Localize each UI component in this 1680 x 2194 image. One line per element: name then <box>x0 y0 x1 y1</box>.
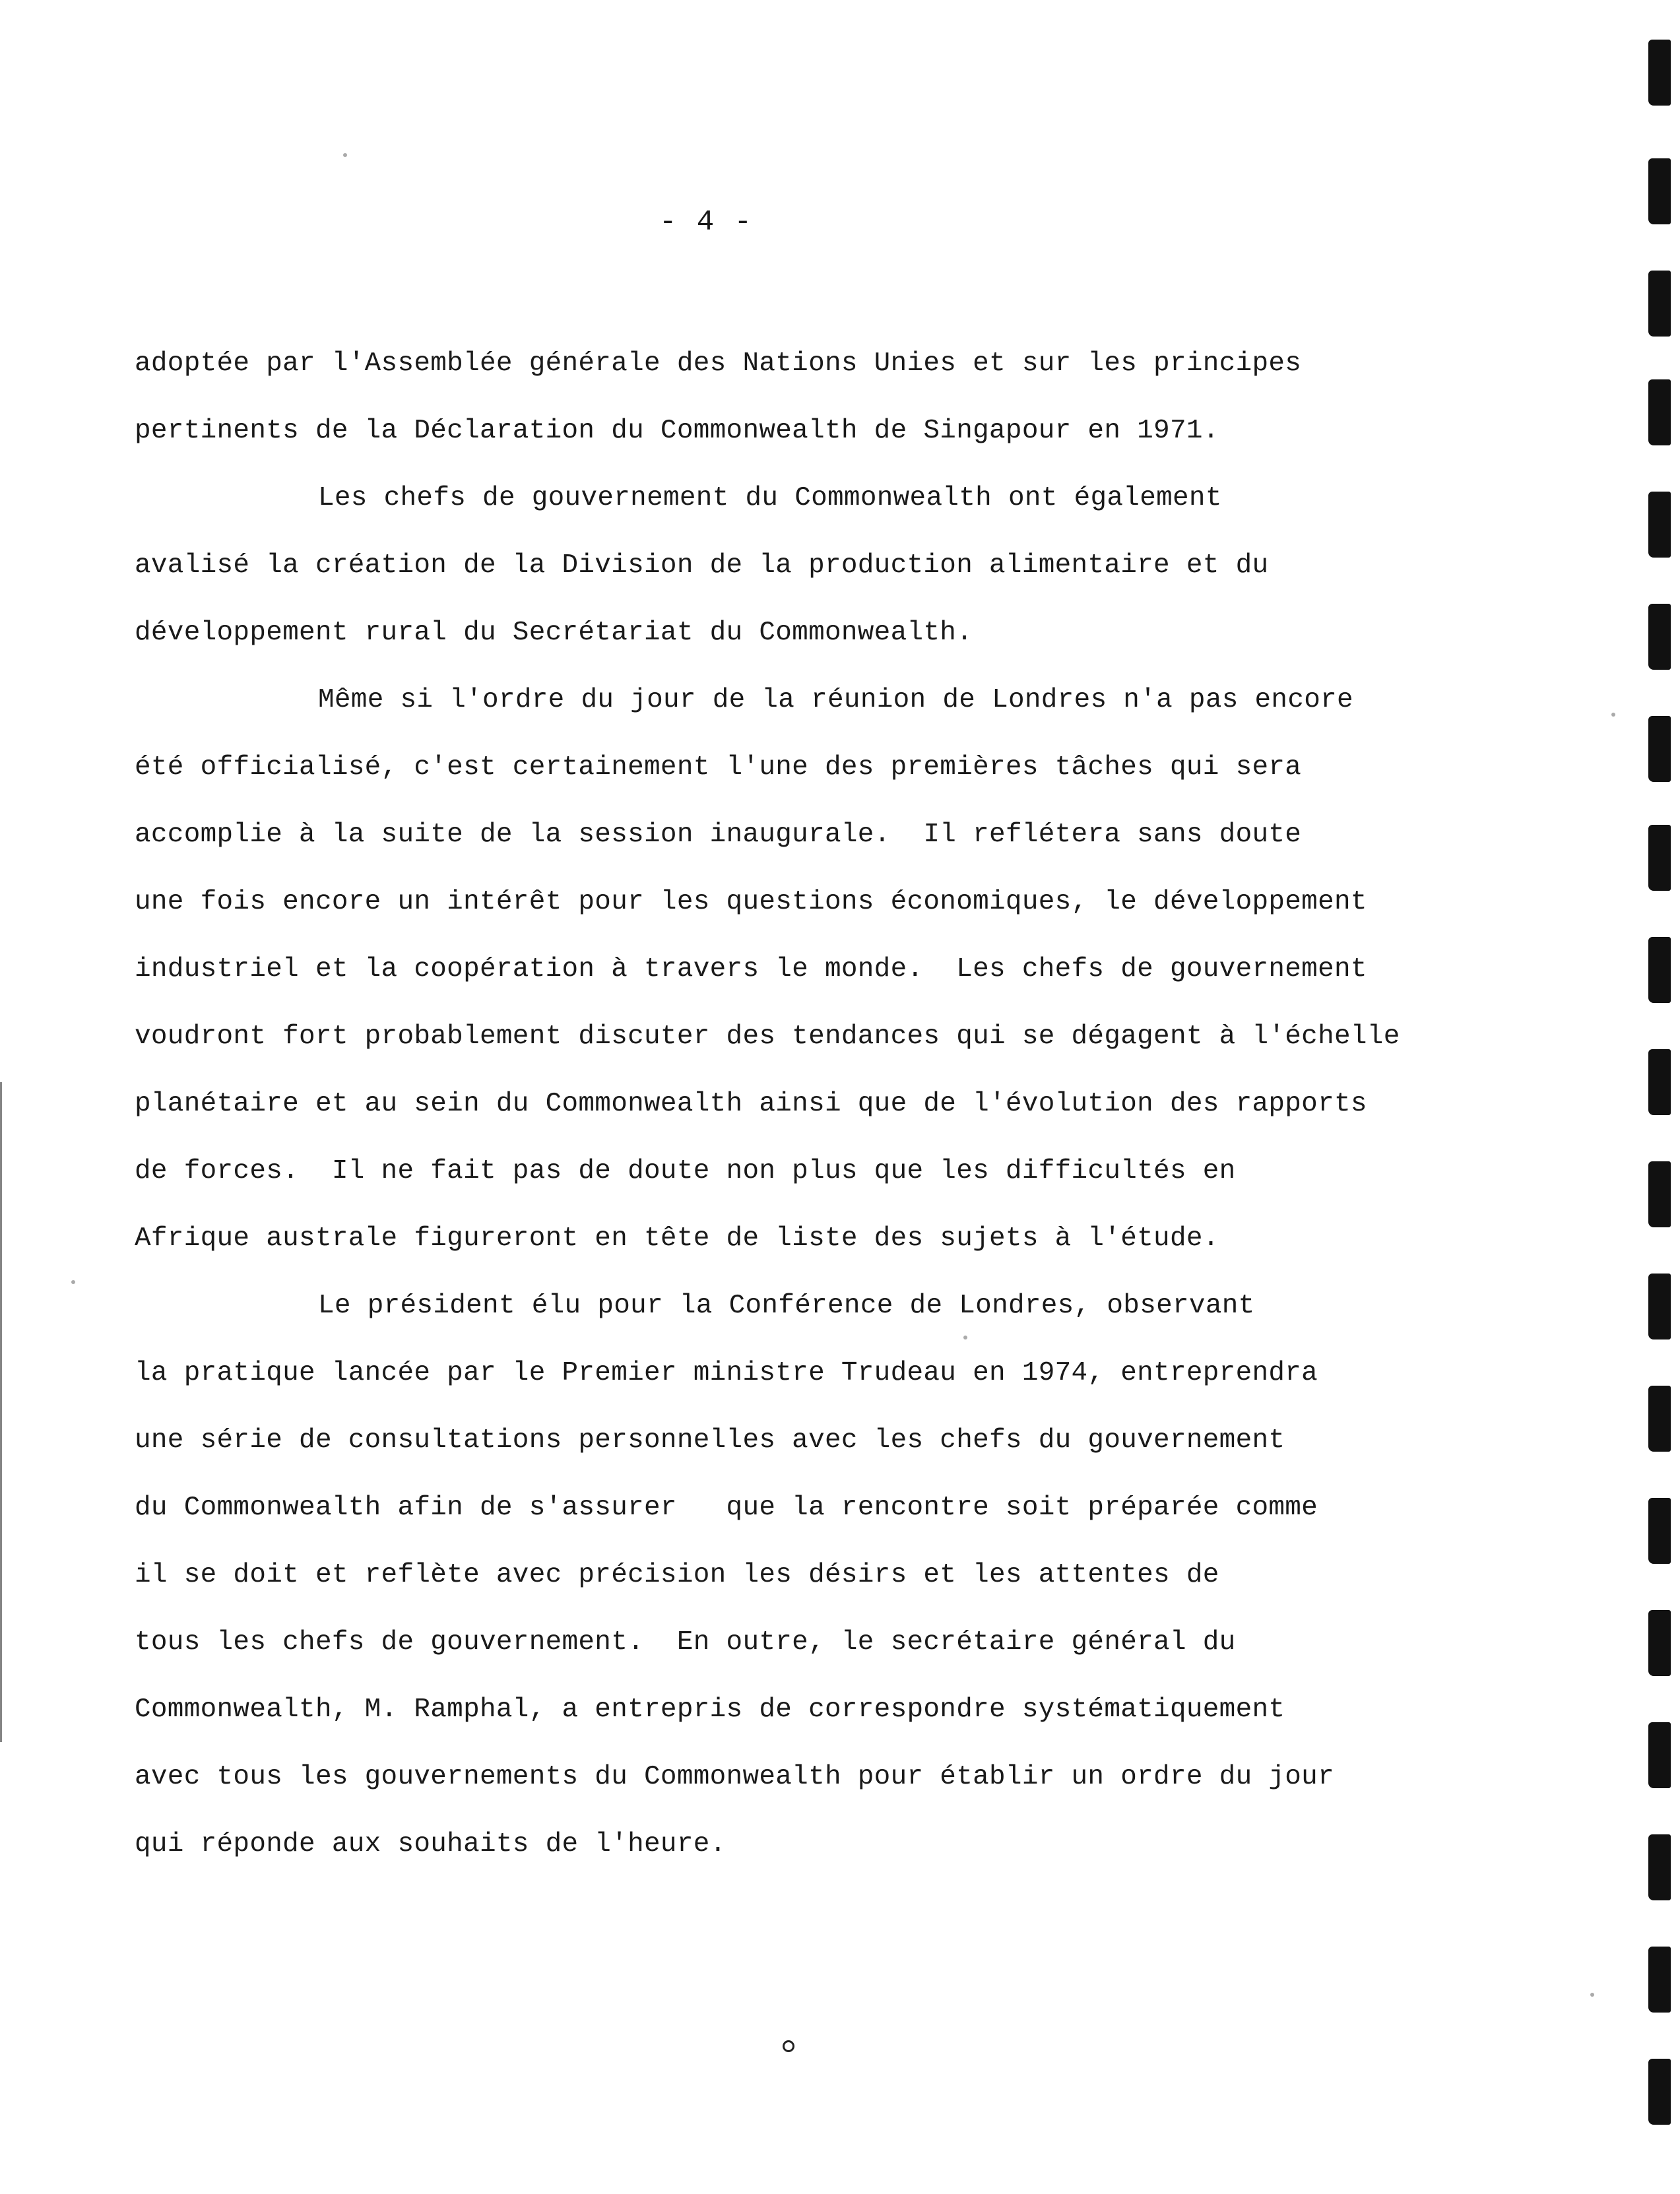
text-line: Afrique australe figureront en tête de liste des sujets à l'étude. <box>135 1223 1219 1254</box>
binding-hole-mark <box>1648 716 1671 782</box>
binding-hole-mark <box>1648 937 1671 1003</box>
text-line: une fois encore un intérêt pour les questions économiques, le développement <box>135 887 1367 917</box>
text-line: avalisé la création de la Division de la production alimentaire et du <box>135 550 1269 581</box>
text-line: avec tous les gouvernements du Commonwealth pour établir un ordre du jour <box>135 1762 1334 1792</box>
binding-hole-mark <box>1648 1834 1671 1900</box>
binding-holes <box>1631 0 1671 2194</box>
scan-edge-line <box>0 1082 2 1742</box>
binding-hole-mark <box>1648 1498 1671 1564</box>
binding-hole-mark <box>1648 2059 1671 2125</box>
binding-hole-mark <box>1648 1722 1671 1788</box>
binding-hole-mark <box>1648 1049 1671 1115</box>
binding-hole-mark <box>1648 825 1671 891</box>
scan-speck <box>71 1280 75 1284</box>
binding-hole-mark <box>1648 379 1671 445</box>
text-line: il se doit et reflète avec précision les désirs et les attentes de <box>135 1560 1219 1590</box>
scan-speck <box>1590 1993 1594 1997</box>
binding-hole-mark <box>1648 492 1671 558</box>
binding-hole-mark <box>1648 1161 1671 1227</box>
binding-hole-mark <box>1648 1274 1671 1339</box>
binding-hole-mark <box>1648 1947 1671 2013</box>
binding-hole-mark <box>1648 604 1671 670</box>
binding-hole-mark <box>1648 40 1671 106</box>
text-line: industriel et la coopération à travers le monde. Les chefs de gouvernement <box>135 954 1367 984</box>
body-text <box>135 330 1441 1878</box>
text-line: une série de consultations personnelles avec les chefs du gouvernement <box>135 1425 1285 1456</box>
text-line: pertinents de la Déclaration du Commonwealth de Singapour en 1971. <box>135 416 1219 446</box>
text-line: Même si l'ordre du jour de la réunion de Londres n'a pas encore <box>318 685 1353 715</box>
text-line: Le président élu pour la Conférence de Londres, observant <box>318 1291 1255 1321</box>
text-line: de forces. Il ne fait pas de doute non plus que les difficultés en <box>135 1156 1236 1186</box>
scan-speck <box>343 153 347 157</box>
binding-hole-mark <box>1648 158 1671 224</box>
text-line: du Commonwealth afin de s'assurer que la rencontre soit préparée comme <box>135 1493 1318 1523</box>
binding-hole-mark <box>1648 271 1671 337</box>
text-line: la pratique lancée par le Premier ministre Trudeau en 1974, entreprendra <box>135 1358 1318 1388</box>
scan-speck <box>1611 713 1615 717</box>
scan-speck <box>963 1336 967 1339</box>
text-line: Commonwealth, M. Ramphal, a entrepris de correspondre systématiquement <box>135 1694 1285 1725</box>
text-line: Les chefs de gouvernement du Commonwealth ont également <box>318 483 1222 513</box>
page-number: - 4 - <box>659 206 754 239</box>
text-line: développement rural du Secrétariat du Commonwealth. <box>135 618 973 648</box>
text-line: été officialisé, c'est certainement l'une des premières tâches qui sera <box>135 752 1302 783</box>
text-line: accomplie à la suite de la session inaugurale. Il reflétera sans doute <box>135 820 1302 850</box>
scan-artifact-mark <box>783 2040 794 2052</box>
text-line: tous les chefs de gouvernement. En outre, le secrétaire général du <box>135 1627 1236 1658</box>
binding-hole-mark <box>1648 1386 1671 1452</box>
text-line: planétaire et au sein du Commonwealth ainsi que de l'évolution des rapports <box>135 1089 1367 1119</box>
binding-hole-mark <box>1648 1610 1671 1676</box>
text-line: adoptée par l'Assemblée générale des Nations Unies et sur les principes <box>135 348 1302 379</box>
text-line: voudront fort probablement discuter des tendances qui se dégagent à l'échelle <box>135 1021 1400 1052</box>
text-line: qui réponde aux souhaits de l'heure. <box>135 1829 727 1859</box>
